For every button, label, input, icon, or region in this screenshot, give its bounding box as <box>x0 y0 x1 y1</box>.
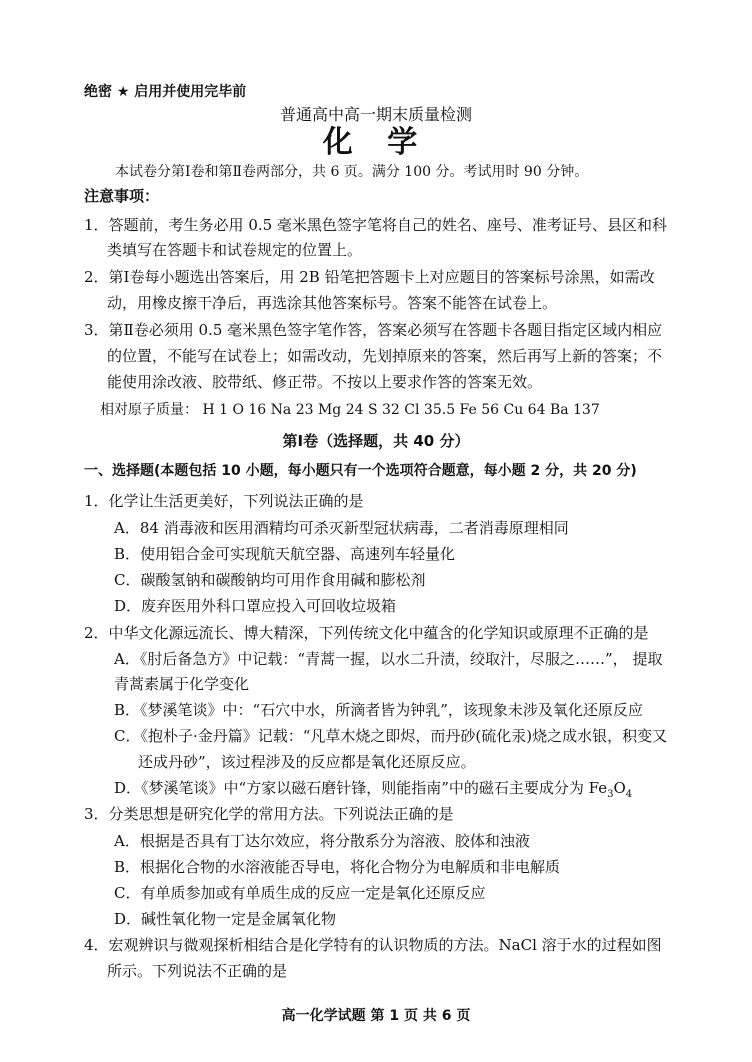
question-2-option-d <box>114 781 632 800</box>
question-3-option-c: C．有单质参加或有单质生成的反应一定是氧化还原反应 <box>114 884 486 902</box>
question-1-option-c: C．碳酸氢钠和碳酸钠均可用作食用碱和膨松剂 <box>114 571 426 589</box>
page-footer: 高一化学试题 第 1 页 共 6 页 <box>281 1008 471 1024</box>
question-2-option-c-line-2: 还成丹砂”，该过程涉及的反应都是氧化还原反应。 <box>138 753 476 771</box>
confidential-label: 绝密 ★ 启用并使用完毕前 <box>84 84 247 100</box>
notice-item-3-line-2: 的位置，不能写在试卷上；如需改动，先划掉原来的答案，然后再写上新的答案；不 <box>107 347 663 365</box>
question-2-option-a-line-1: A．《肘后备急方》中记载：“青蒿一握，以水二升渍，绞取汁，尽服之……”， 提取 <box>114 650 663 668</box>
question-1-option-a: A．84 消毒液和医用酒精均可杀灭新型冠状病毒，二者消毒原理相同 <box>114 519 569 537</box>
notice-title: 注意事项： <box>84 187 160 205</box>
notice-item-1-line-1: 1．答题前，考生务必用 0.5 毫米黑色签字笔将自己的姓名、座号、准考证号、县区和科 <box>84 216 667 234</box>
formula-oxygen: O <box>613 779 626 797</box>
question-3-option-b: B．根据化合物的水溶液能否导电，将化合物分为电解质和非电解质 <box>114 858 561 876</box>
formula-subscript-4: 4 <box>625 789 633 800</box>
question-1-option-b: B．使用铝合金可实现航天航空器、高速列车轻量化 <box>114 545 456 563</box>
section-1-title: 一、选择题(本题包括 10 小题，每小题只有一个选项符合题意，每小题 2 分，共 20 分) <box>84 463 637 479</box>
question-3-stem: 3．分类思想是研究化学的常用方法。下列说法正确的是 <box>84 805 454 823</box>
notice-item-2-line-2: 动，用橡皮擦干净后，再选涂其他答案标号。答案不能答在试卷上。 <box>107 294 558 312</box>
part-1-title: 第Ⅰ卷（选择题，共 40 分） <box>282 432 470 450</box>
exam-intro: 本试卷分第Ⅰ卷和第Ⅱ卷两部分，共 6 页。满分 100 分。考试用时 90 分钟。 <box>115 164 589 180</box>
subject-title: 化 学 <box>322 125 430 160</box>
question-1-stem: 1．化学让生活更美好，下列说法正确的是 <box>84 492 364 510</box>
notice-item-1-line-2: 类填写在答题卡和试卷规定的位置上。 <box>107 241 363 259</box>
question-3-option-d: D．碱性氧化物一定是金属氧化物 <box>114 910 337 928</box>
exam-name: 普通高中高一期末质量检测 <box>279 105 472 124</box>
question-1-option-d: D．废弃医用外科口罩应投入可回收垃圾箱 <box>114 597 397 615</box>
notice-item-3-line-1: 3．第Ⅱ卷必须用 0.5 毫米黑色签字笔作答，答案必须写在答题卡各题目指定区域内相应 <box>84 321 663 339</box>
question-2-stem: 2．中华文化源远流长、博大精深，下列传统文化中蕴含的化学知识或原理不正确的是 <box>84 624 649 642</box>
question-4-stem-line-2: 所示。下列说法不正确的是 <box>107 962 288 980</box>
question-2-option-b: B．《梦溪笔谈》中：“石穴中水，所滴者皆为钟乳”，该现象未涉及氧化还原反应 <box>114 701 643 719</box>
atomic-masses: 相对原子质量： H 1 O 16 Na 23 Mg 24 S 32 Cl 35.5 Fe 56 Cu 64 Ba 137 <box>100 402 600 418</box>
notice-item-2-line-1: 2．第Ⅰ卷每小题选出答案后，用 2B 铅笔把答题卡上对应题目的答案标号涂黑，如需改 <box>84 268 655 286</box>
question-2-option-c-line-1: C．《抱朴子·金丹篇》记载：“凡草木烧之即烬，而丹砂(硫化汞)烧之成水银，积变又 <box>114 727 668 745</box>
notice-item-3-line-3: 能使用涂改液、胶带纸、修正带。不按以上要求作答的答案无效。 <box>107 373 543 391</box>
question-3-option-a: A．根据是否具有丁达尔效应，将分散系分为溶液、胶体和浊液 <box>114 832 530 850</box>
question-4-stem-line-1: 4．宏观辨识与微观探析相结合是化学特有的认识物质的方法。NaCl 溶于水的过程如图 <box>84 936 662 954</box>
question-2-option-a-line-2: 青蒿素属于化学变化 <box>114 675 250 693</box>
formula-subscript-3: 3 <box>607 789 614 800</box>
question-2-option-d-text: D．《梦溪笔谈》中“方家以磁石磨针锋，则能指南”中的磁石主要成分为 Fe <box>114 779 608 797</box>
